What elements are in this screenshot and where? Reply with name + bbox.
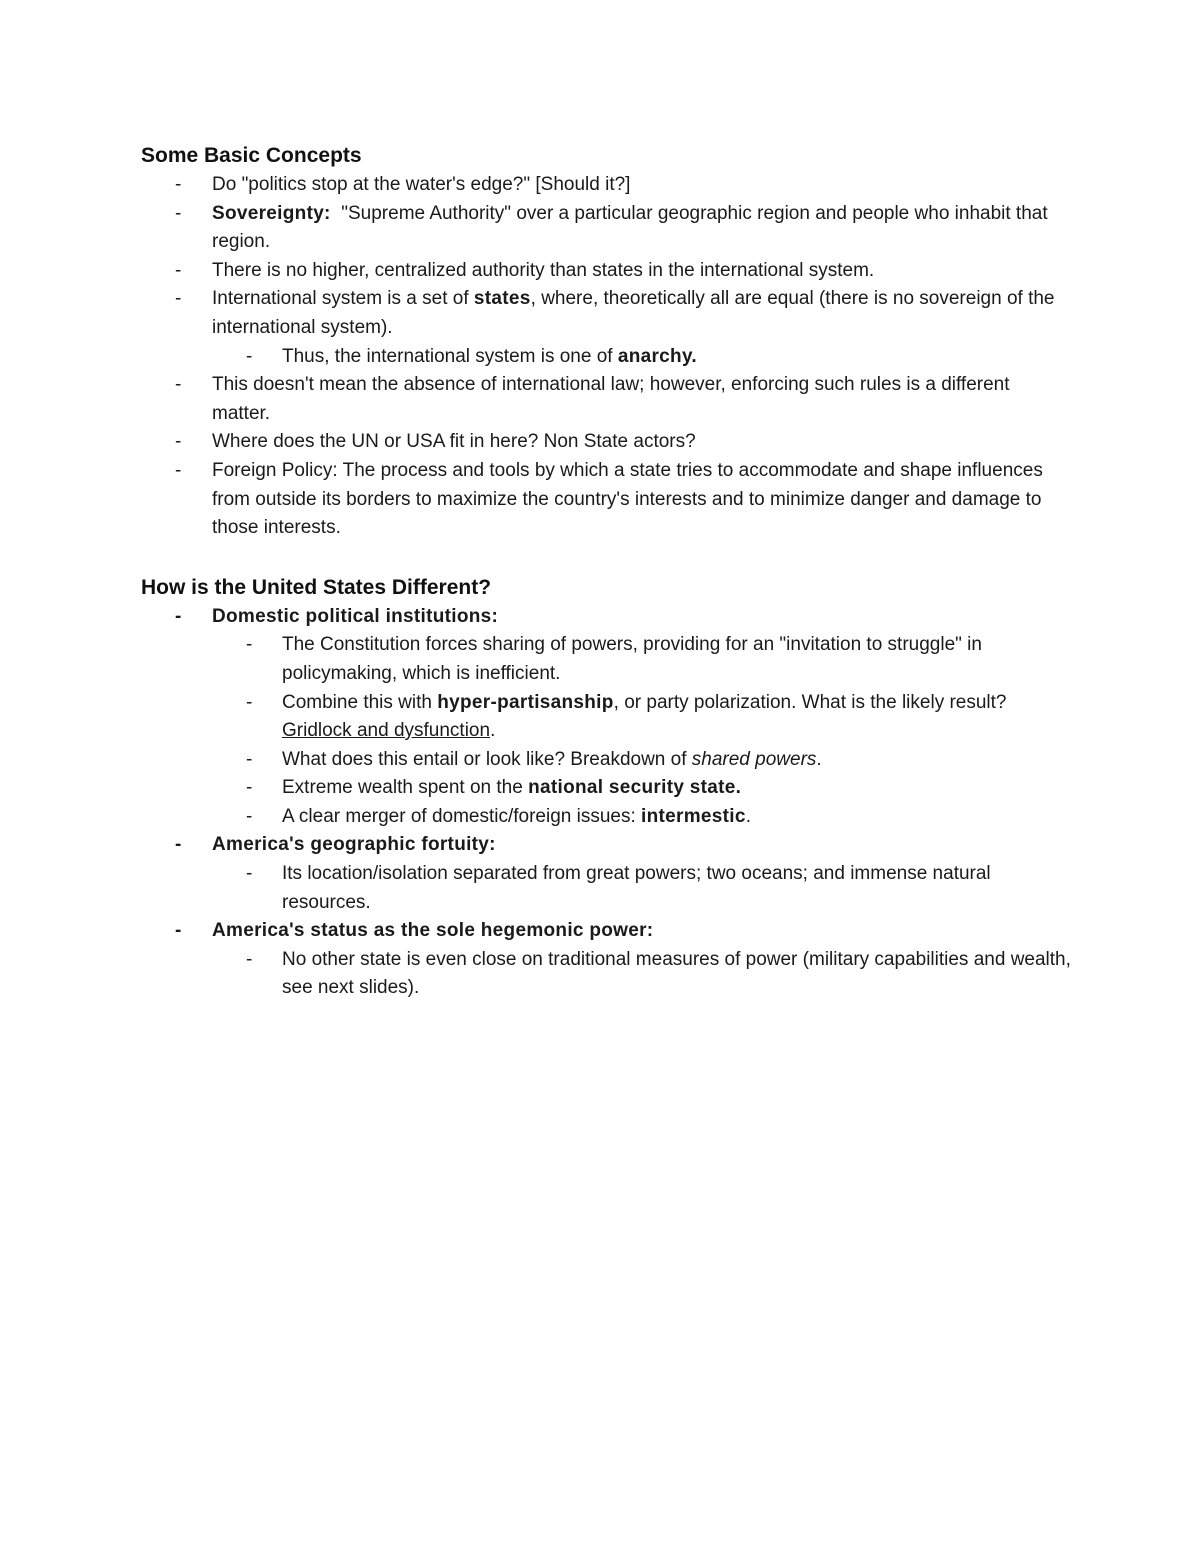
bullet-dash: - — [246, 863, 253, 885]
list-item — [141, 285, 1071, 371]
list-item-text: Its location/isolation separated from great powers; two oceans; and immense natural resources. — [282, 863, 991, 913]
sub-list — [212, 946, 1071, 1003]
list-item-text: There is no higher, centralized authority than states in the international system. — [212, 259, 875, 281]
list-item — [141, 457, 1071, 543]
list-item-text: . — [816, 748, 822, 770]
list-item-text: A clear merger of domestic/foreign issues: — [282, 805, 642, 827]
list-item-text: Where does the UN or USA fit in here? Non State actors? — [212, 431, 696, 453]
group-label-domestic-institutions: Domestic political institutions: — [212, 605, 499, 627]
sub-list-item — [141, 343, 1071, 372]
section-heading-basic-concepts: Some Basic Concepts — [141, 144, 362, 167]
bullet-dash: - — [175, 288, 182, 310]
list-group — [141, 917, 1071, 1003]
bullet-dash: - — [246, 345, 253, 367]
list-item — [141, 428, 1071, 457]
bullet-dash: - — [175, 431, 182, 453]
term-states: states — [473, 288, 531, 310]
term-anarchy: anarchy. — [617, 345, 697, 367]
bullet-dash: - — [246, 805, 253, 827]
group-label-hegemonic-power: America's status as the sole hegemonic power: — [212, 920, 654, 942]
bullet-dash: - — [175, 174, 182, 195]
sub-list-item — [141, 746, 1071, 775]
bullet-dash: - — [246, 634, 253, 656]
list-item-text: International system is a set of — [212, 288, 474, 310]
bullet-dash: - — [175, 834, 182, 856]
list-item — [141, 257, 1071, 286]
term-sovereignty: Sovereignty: — [212, 202, 331, 224]
list-item-text: Thus, the international system is one of — [282, 345, 618, 367]
us-different-list — [141, 603, 1071, 1003]
list-item — [141, 171, 1071, 200]
bullet-dash: - — [175, 920, 182, 942]
list-item-text: Combine this with — [282, 691, 438, 713]
bullet-dash: - — [246, 748, 253, 770]
list-item-text: Do "politics stop at the water's edge?" [Should it?] — [212, 174, 631, 195]
list-item-text: Extreme wealth spent on the — [282, 777, 529, 799]
term-hyper-partisanship: hyper-partisanship — [437, 691, 614, 713]
sub-list-item — [141, 860, 1071, 917]
list-item-text: Foreign Policy: The process and tools by which a state tries to accommodate and shape influences from outside its borders to maximize the country's interests and to minimize danger and damage to those interests. — [212, 459, 1043, 539]
list-item-text: The Constitution forces sharing of powers, providing for an "invitation to struggle" in policymaking, which is inefficient. — [282, 634, 982, 684]
group-label-geographic-fortuity: America's geographic fortuity: — [212, 834, 496, 856]
sub-list-item — [141, 689, 1071, 746]
sub-list-item — [141, 631, 1071, 688]
sub-list — [212, 860, 1071, 917]
term-national-security-state: national security state. — [528, 777, 742, 799]
sub-list — [212, 343, 1071, 372]
bullet-dash: - — [175, 459, 182, 481]
section-heading-us-different: How is the United States Different? — [141, 575, 492, 599]
list-item-text: , or party polarization. What is the likely result? — [613, 691, 1007, 713]
list-item-text: . — [490, 720, 496, 742]
list-item — [141, 371, 1071, 428]
list-item — [141, 200, 1071, 257]
list-group — [141, 603, 1071, 832]
bullet-dash: - — [175, 374, 182, 396]
list-item-text: , where, theoretically all are equal (there is no sovereign of the international system). — [212, 288, 1055, 338]
bullet-dash: - — [246, 777, 253, 799]
sub-list-item — [141, 803, 1071, 832]
sub-list — [212, 631, 1071, 831]
list-item-text: "Supreme Authority" over a particular geographic region and people who inhabit that region. — [212, 202, 1053, 253]
list-item-text: No other state is even close on traditional measures of power (military capabilities and wealth, see next slides). — [282, 948, 1071, 999]
bullet-dash: - — [246, 691, 253, 713]
bullet-dash: - — [246, 948, 253, 970]
bullet-dash: - — [175, 202, 182, 224]
list-item-text: This doesn't mean the absence of international law; however, enforcing such rules is a different matter. — [212, 374, 1010, 424]
term-shared-powers: shared powers — [691, 748, 817, 770]
sub-list-item — [141, 946, 1071, 1003]
term-gridlock: Gridlock and dysfunction — [282, 720, 491, 742]
bullet-dash: - — [175, 605, 182, 627]
list-group — [141, 831, 1071, 917]
basic-concepts-list — [141, 171, 1071, 543]
sub-list-item — [141, 774, 1071, 803]
list-item-text: What does this entail or look like? Breakdown of — [282, 748, 692, 770]
document-page — [141, 141, 1071, 1003]
bullet-dash: - — [175, 259, 182, 281]
list-item-text: . — [745, 805, 752, 827]
term-intermestic: intermestic — [641, 805, 746, 827]
